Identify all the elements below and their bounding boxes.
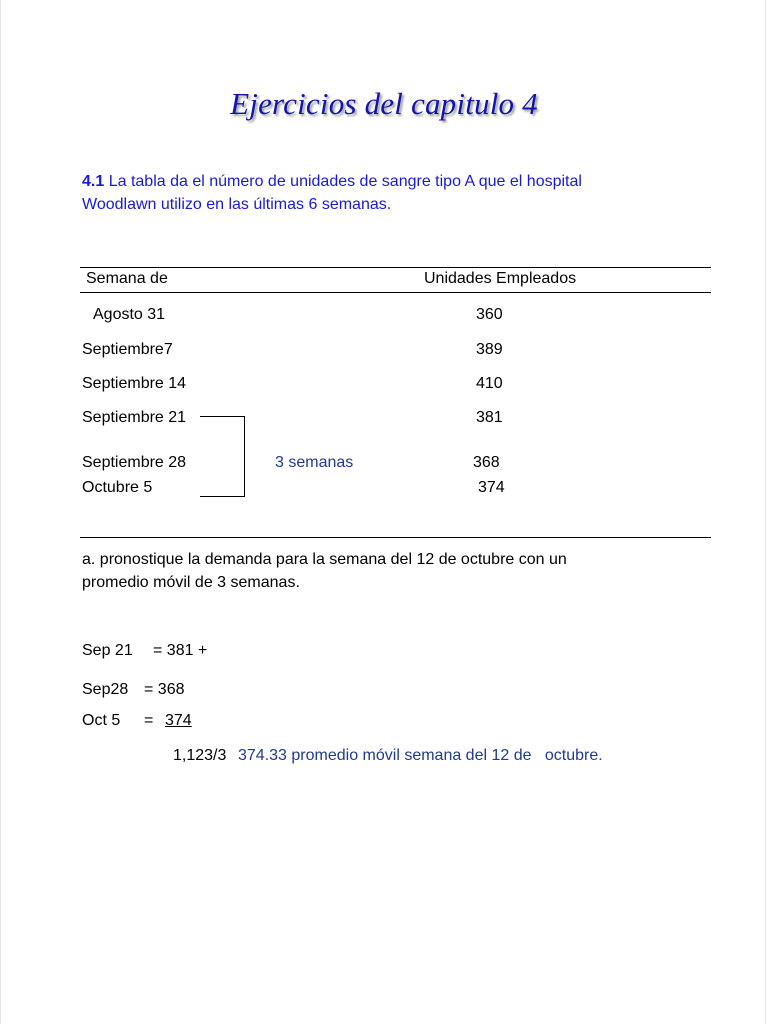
table-row-units: 389 (476, 341, 503, 358)
table-row-week: Septiembre 21 (82, 409, 187, 426)
table-row-units: 360 (476, 306, 503, 323)
calc-label: Sep 21 (82, 642, 133, 659)
table-row-week: Septiembre 14 (82, 375, 187, 392)
table-row-week: Octubre 5 (82, 479, 153, 496)
table-row-week: Septiembre7 (82, 341, 173, 358)
question-a-line2: promedio móvil de 3 semanas. (82, 574, 300, 591)
table-top-rule (80, 267, 711, 268)
bracket-label: 3 semanas (275, 454, 354, 471)
table-header-rule (80, 292, 711, 293)
problem-statement (82, 170, 702, 216)
calc-result-text: 374.33 promedio móvil semana del 12 de octubre. (238, 747, 603, 764)
calc-equation: = (144, 712, 154, 729)
calc-label: Sep28 (82, 681, 129, 698)
calc-label: Oct 5 (82, 712, 121, 729)
problem-text-line2: Woodlawn utilizo en las últimas 6 semanas. (82, 196, 392, 213)
page-right-edge (765, 0, 766, 1024)
problem-text-line1: La tabla da el número de unidades de sangre tipo A que el hospital (108, 173, 582, 190)
page-left-edge (0, 0, 1, 1024)
problem-number: 4.1 (82, 173, 105, 190)
calc-equation: = 381 + (153, 642, 208, 659)
page-title: Ejercicios del capitulo 4 (230, 86, 538, 121)
calc-result-prefix: 1,123/3 (173, 747, 227, 764)
table-row-week: Agosto 31 (93, 306, 166, 323)
table-bottom-rule (80, 537, 711, 538)
question-a-line1: a. pronostique la demanda para la semana del 12 de octubre con un (82, 551, 567, 568)
table-header-week: Semana de (86, 270, 168, 287)
three-week-bracket (200, 416, 245, 497)
table-row-week: Septiembre 28 (82, 454, 187, 471)
table-row-units: 368 (473, 454, 500, 471)
table-row-units: 410 (476, 375, 503, 392)
calc-underlined-value: 374 (165, 712, 192, 729)
calc-equation: = 368 (144, 681, 185, 698)
table-header-units: Unidades Empleados (424, 270, 577, 287)
table-row-units: 381 (476, 409, 503, 426)
table-row-units: 374 (478, 479, 505, 496)
